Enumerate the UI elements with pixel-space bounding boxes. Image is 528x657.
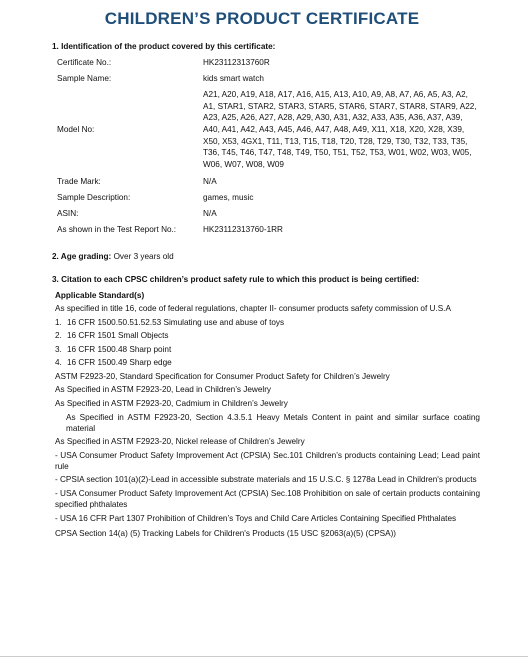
cpsia-standard: - USA 16 CFR Part 1307 Prohibition of Children’s Toys and Child Care Articles Containing Specified Phthalates bbox=[55, 513, 457, 523]
table-row bbox=[57, 57, 477, 68]
row-label: Sample Description: bbox=[57, 192, 131, 202]
age-grading-value: Over 3 years old bbox=[113, 251, 174, 261]
row-value: N/A bbox=[203, 176, 217, 186]
standards-list bbox=[55, 290, 480, 539]
astm-standard bbox=[55, 412, 480, 434]
item-number: 4. bbox=[55, 358, 62, 368]
row-value: HK23112313760-1RR bbox=[203, 224, 283, 234]
table-row bbox=[57, 73, 477, 84]
list-item bbox=[55, 317, 480, 328]
table-row bbox=[57, 192, 477, 203]
cpsa-standard: CPSA Section 14(a) (5) Tracking Labels for Children's Products (15 USC §2063(a)(5) (CPSA)) bbox=[55, 528, 397, 538]
row-label: Sample Name: bbox=[57, 74, 112, 84]
item-number: 1. bbox=[55, 317, 62, 327]
row-label: Trade Mark: bbox=[57, 176, 101, 186]
cpsia-standard: - CPSIA section 101(a)(2)-Lead in accessible substrate materials and 15 U.S.C. § 1278a Lead in Children's products bbox=[55, 475, 477, 485]
row-label: As shown in the Test Report No.: bbox=[57, 224, 177, 234]
row-value: kids smart watch bbox=[203, 74, 264, 84]
table-row bbox=[57, 176, 477, 187]
item-text: 16 CFR 1501 Small Objects bbox=[67, 331, 169, 341]
cpsia-standard: - USA Consumer Product Safety Improvement Act (CPSIA) Sec.101 Children’s products containing Lead; Lead paint rule bbox=[55, 450, 480, 471]
table-row bbox=[57, 224, 477, 235]
astm-standard: As Specified in ASTM F2923-20, Lead in Children’s Jewelry bbox=[55, 385, 272, 395]
row-value: N/A bbox=[203, 208, 217, 218]
item-text: 16 CFR 1500.49 Sharp edge bbox=[67, 358, 172, 368]
identification-table bbox=[57, 57, 477, 235]
model-list: A21, A20, A19, A18, A17, A16, A15, A13, A10, A9, A8, A7, A6, A5, A3, A2, A1, STAR1, STAR2, STAR3, STAR5, STAR6, STAR7, STAR8, STAR9, A22, A23, A25, A26, A27, A28, A29, A30, A31, A32, A33, A35, A36, A37, A39, A40, A41, A42, A43, A45, A46, A47, A48, A49, X11, X18, X20, X28, X39, X50, X53, 4GX1, T11, T13, T15, T18, T20, T28, T29, T30, T32, T33, T35, T36, T45, T46, T47, T48, T49, T50, T51, T52, T53, W01, W02, W03, W05, W06, W07, W08, W09 bbox=[203, 90, 477, 169]
row-label: Certificate No.: bbox=[57, 58, 112, 67]
section-3-heading: 3. Citation to each CPSC children’s product safety rule to which this product is being certified: bbox=[52, 274, 420, 284]
table-row bbox=[57, 89, 477, 170]
section-1-heading: 1. Identification of the product covered by this certificate: bbox=[52, 41, 276, 51]
item-text: 16 CFR 1500.48 Sharp point bbox=[67, 344, 172, 354]
cfr-intro: As specified in title 16, code of federal regulations, chapter II- consumer products safety commission of U.S.A bbox=[55, 304, 451, 314]
list-item bbox=[55, 357, 480, 368]
item-text: 16 CFR 1500.50.51.52.53 Simulating use and abuse of toys bbox=[67, 317, 285, 327]
astm-standard: As Specified in ASTM F2923-20, Cadmium in Children’s Jewelry bbox=[55, 398, 288, 408]
list-item bbox=[55, 344, 480, 355]
applicable-standards-heading: Applicable Standard(s) bbox=[55, 290, 145, 300]
age-grading bbox=[52, 251, 480, 262]
table-row bbox=[57, 208, 477, 219]
item-number: 2. bbox=[55, 331, 62, 341]
item-number: 3. bbox=[55, 344, 62, 354]
astm-standard: ASTM F2923-20, Standard Specification for Consumer Product Safety for Children’s Jewelry bbox=[55, 371, 390, 381]
list-item bbox=[55, 330, 480, 341]
cpsia-standard: - USA Consumer Product Safety Improvement Act (CPSIA) Sec.108 Prohibition on sale of certain products containing specified phthalates bbox=[55, 488, 480, 509]
astm-standard: As Specified in ASTM F2923-20, Nickel release of Children’s Jewelry bbox=[55, 437, 305, 447]
certificate-title: CHILDREN’S PRODUCT CERTIFICATE bbox=[104, 9, 420, 28]
astm-standard-text: As Specified in ASTM F2923-20, Section 4.3.5.1 Heavy Metals Content in paint and similar surface coating material bbox=[66, 412, 480, 433]
row-label: Model No: bbox=[57, 125, 95, 135]
row-value: HK23112313760R bbox=[203, 58, 270, 67]
row-value: games, music bbox=[203, 192, 254, 202]
row-label: ASIN: bbox=[57, 208, 79, 218]
section-2-heading: 2. Age grading: bbox=[52, 251, 114, 261]
